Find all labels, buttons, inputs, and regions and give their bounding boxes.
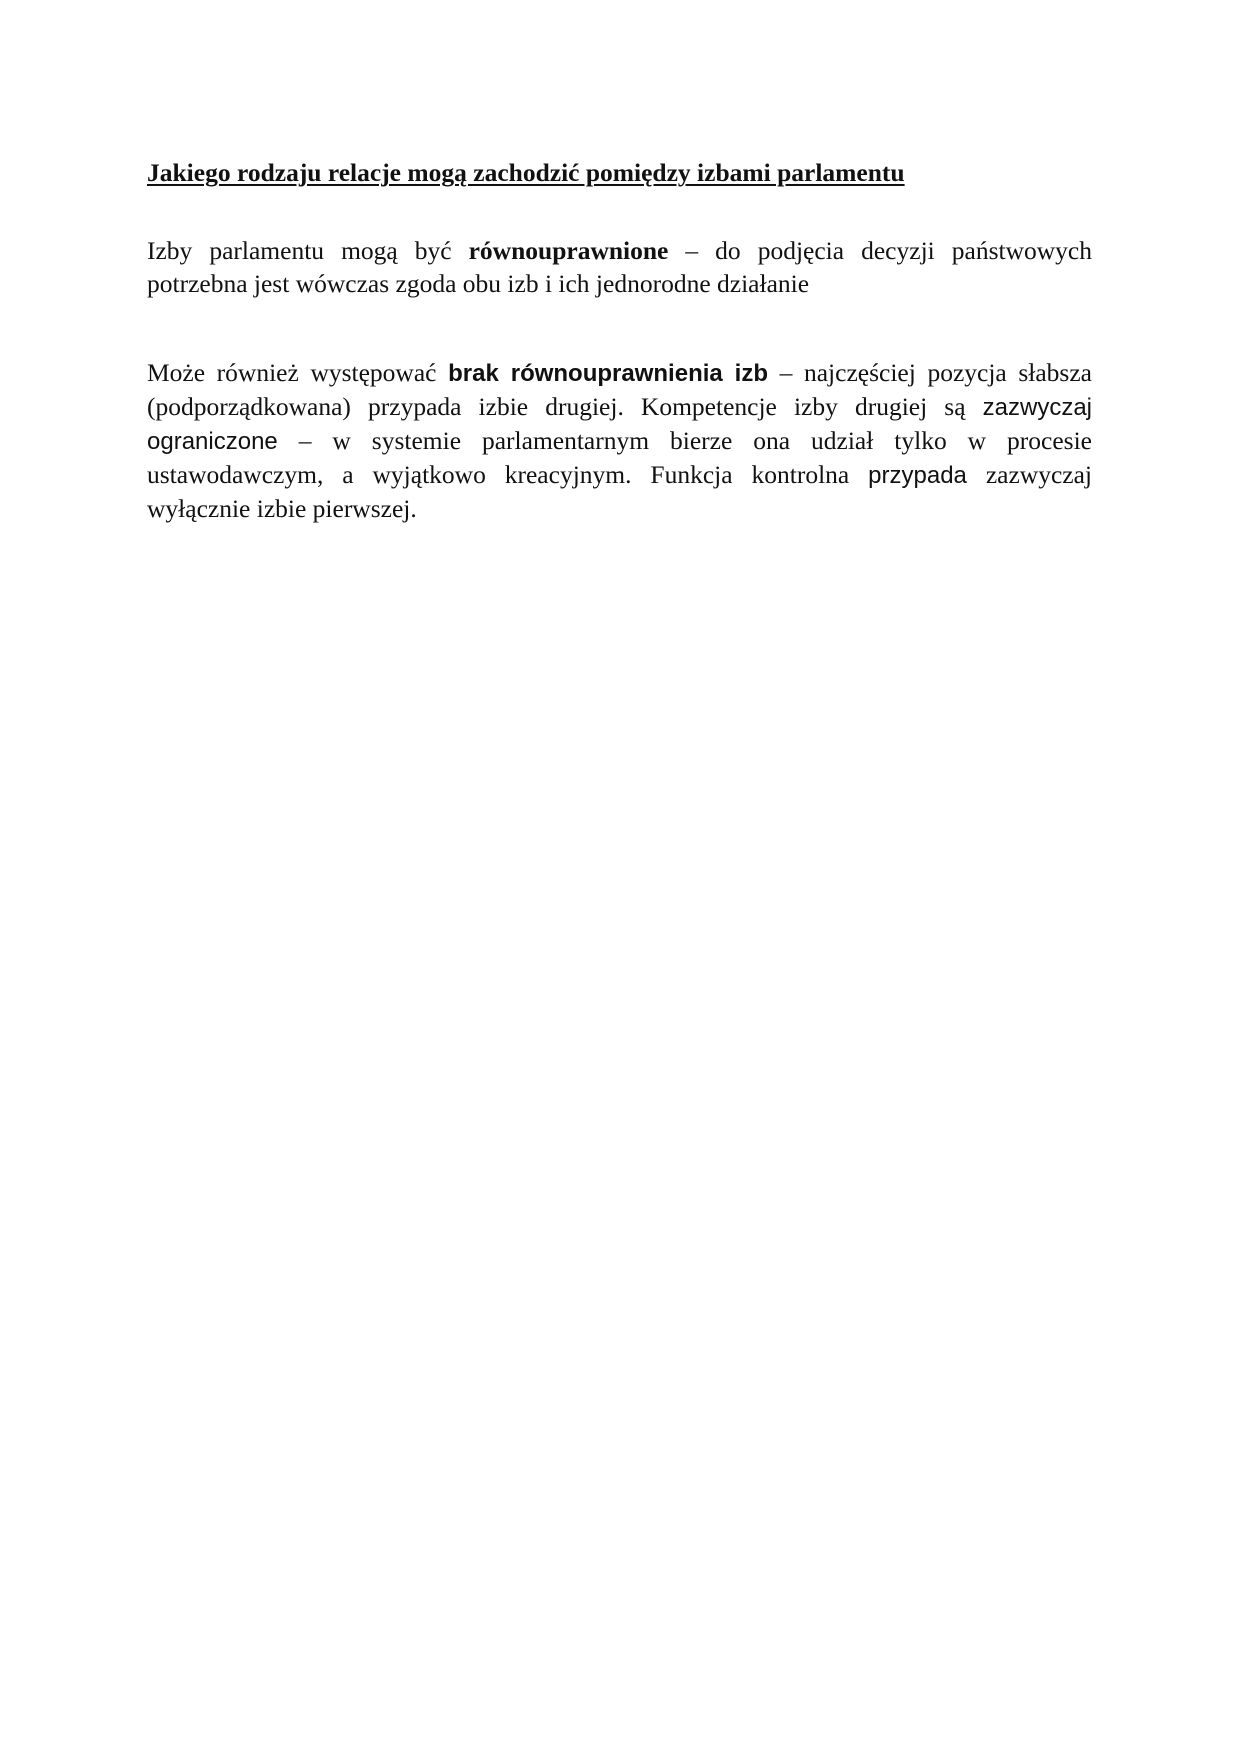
paragraph-2-text-start: Może również występować xyxy=(147,357,449,387)
paragraph-2-highlight-limited: zazwyczaj ograniczone xyxy=(147,393,1092,455)
paragraph-2-text-middle: – najczęściej pozycja słabsza (podporządkowana) przypada izbie drugiej. Kompetencje izby drugiej są xyxy=(147,357,1092,421)
paragraph-unequal-chambers xyxy=(147,356,1092,525)
paragraph-1-text-start: Izby parlamentu mogą być xyxy=(147,235,469,265)
paragraph-1-text-end: – do podjęcia decyzji państwowych potrzebna jest wówczas zgoda obu izb i ich jednorodne działanie xyxy=(147,235,1092,298)
document-title: Jakiego rodzaju relacje mogą zachodzić pomiędzy izbami parlamentu xyxy=(147,158,905,187)
paragraph-2-text-end: zazwyczaj wyłącznie izbie pierwszej. xyxy=(147,459,1092,523)
paragraph-2-bold-term: brak równouprawnienia izb xyxy=(448,359,768,387)
paragraph-2-text-process: – w systemie parlamentarnym bierze ona udział tylko w procesie ustawodawczym, a wyjątkowo kreacyjnym. Funkcja kontrolna xyxy=(147,425,1092,489)
document-content xyxy=(147,158,1092,525)
paragraph-2-highlight-falls: przypada xyxy=(868,461,967,489)
paragraph-1-bold-term: równouprawnione xyxy=(468,235,669,265)
paragraph-equal-chambers xyxy=(147,234,1092,300)
